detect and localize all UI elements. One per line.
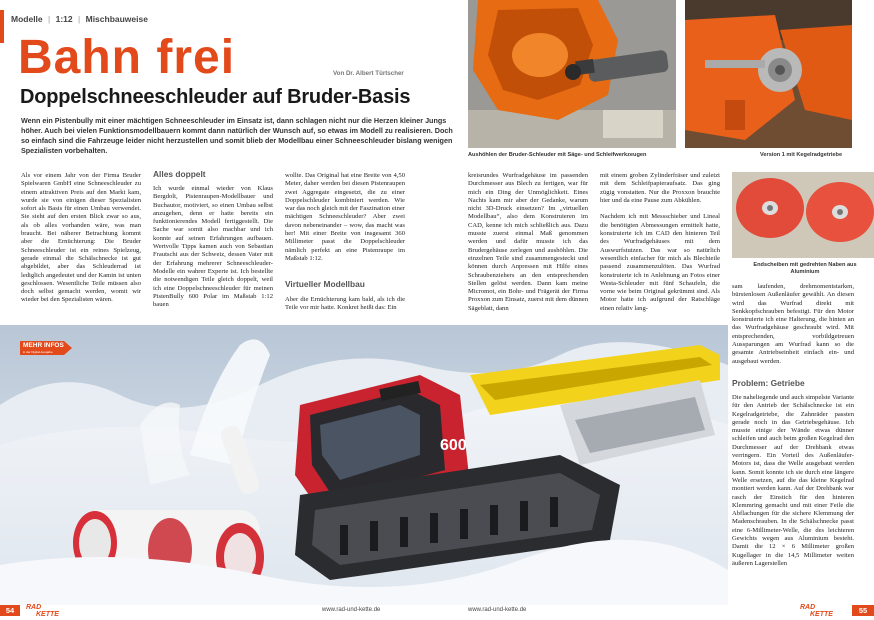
subhead-virtueller-modellbau: Virtueller Modellbau: [285, 279, 365, 289]
logo-right-top: RAD: [800, 604, 816, 611]
footer-url-right[interactable]: www.rad-und-kette.de: [468, 607, 527, 613]
more-info-badge[interactable]: [20, 341, 72, 355]
logo-right: [800, 604, 846, 618]
body-column-6b: Die naheliegende und auch simpelste Variante für den Antrieb der Schälschnecke ist ein Kegelradgetriebe, die Zahnräder passten gerade noch in das Getriebegehäuse. Ich musste einige der Wände etwas dünner schleifen und auch beim großen Kegelrad den Durchmesser auf der Drehbank etwas verringern. Ein Vorteil des Außenläufer-Motors ist, dass die Welle ausgebaut werden kann. Somit konnte ich sie durch eine längere Welle ersetzen, auf die das kleine Kegelrad montiert werden kann. Auf der Drehbank war rasch der Einstich für den hinteren Klemmring gemacht und mit einer Feile die Abflachungen für die sichere Klemmung der Madenschrauben. In die Schälschnecke passt eine 6-Millimeter-Welle, die des leichteren Gewichts wegen aus Aluminium besteht. Damit die 12 × 6 Millimeter großen Kugellager in die 14,5 Millimeter weiten äußeren Lagerstellen: [732, 394, 854, 567]
article-subtitle: Doppelschneeschleuder auf Bruder-Basis: [20, 86, 411, 108]
photo-end-discs-art: [732, 172, 874, 258]
badge-sub: in der Digital-Ausgabe: [23, 349, 53, 354]
intro-paragraph: Wenn ein Pistenbully mit einer mächtigen Schneeschleuder im Einsatz ist, dann schlagen nicht nur die Herzen kleiner Jungs höher. Auch bei vielen Funktionsmodellbauern kommt dann natürlich der Wunsch auf, so etwas im Modell zu realisieren. Doch so einfach sind die Fahrzeuge leider nicht herzustellen und somit blieb der Modellbau einer Schneeschleuder bislang wenigen Spezialisten vorbehalten.: [21, 116, 453, 155]
body-column-4: kreisrundes Wurfradgehäuse im passenden Durchmesser aus Blech zu fertigen, war für mich ein Ding der Unmöglichkeit. Eines Nachts kam mir aber der Gedanke, warum nicht 3D-Druck einsetzen? Im „virtuellen Modellbau“, also dem Konstruieren im CAD, kenne ich mich schließlich aus. Dazu musste zuerst einmal Maß genommen werden und dafür musste ich das Brudergehäuse zerlegen und aushöhlen. Die einzelnen Teile sind zusammengesteckt und können durch Anpressen mit Hilfe eines Schraubenziehers an den entsprechenden Stellen gelöst werden. Dann kam meine Micromot, ein Bohr- und Frägerät der Firma Proxxon zum Einsatz, zuerst mit dem dünnen Sägeblatt, dann: [468, 172, 588, 312]
photo-hollowing-housing: [468, 0, 676, 148]
logo-left-bottom: KETTE: [36, 611, 59, 618]
body-column-1: Als vor einem Jahr von der Firma Bruder Spielwaren GmbH eine Schneeschleuder zu einem attraktiven Preis auf den Markt kam, wurde sie von einigen dieser Spezialisten sofort als Basis für einen Umbau verwendet. Sie sieht auf den ersten Blick zwar so aus, als ob alles vorhanden wäre, was man braucht. Bei näherer Betrachtung kommt aber die Ernüchterung: Die Bruder Schneeschleuder ist ein reines Spielzeug, gerade einmal die Schälschnecke ist gut abgebildet, aber das Schleuderrad ist lediglich angedeutet und der Kamin ist unten geschlossen. Wesentliche Teile müssen also doch selbst gemacht werden, womit wir wieder bei den Spezialisten wären.: [21, 172, 141, 304]
photo-hollowing-housing-art: [468, 0, 676, 148]
header-separator-2: |: [78, 14, 81, 24]
running-header: [11, 14, 148, 24]
badge-label: MEHR INFOS: [23, 342, 64, 349]
page-number-left: 54: [0, 605, 20, 616]
header-scale: 1:12: [55, 14, 73, 24]
header-section: Mischbauweise: [85, 14, 148, 24]
caption-end-discs: Endscheiben mit gedrehten Naben aus Aluminium: [753, 262, 857, 275]
subhead-problem-getriebe: Problem: Getriebe: [732, 378, 805, 388]
header-accent-bar: [0, 10, 4, 43]
body-column-2: Ich wurde einmal wieder von Klaus Bergdolt, Pistenraupen-Modellbauer und Buchautor, motiviert, so einen Umbau selbst anzugehen, denn er hatte bereits ein funktionierendes Modell fertiggestellt. Die Sache war somit also machbar und ich konnte auf seinen Erfahrungen aufbauen. Wertvolle Tipps kamen auch von Sebastian Frautschi aus der Schweiz, dessen Vater mit der Erfahrung mehrerer Schneeschleuder-Modelle ein wahrer Experte ist. Ich bestellte die notwendigen Teile gleich doppelt, weil ich eine Doppelschneeschleuder für meinen PistenBully 600 Polar im Maßstab 1:12 bauen: [153, 185, 273, 309]
author-line: Von Dr. Albert Türtscher: [333, 70, 404, 77]
body-column-3b: Aber die Ernüchterung kam bald, als ich die Teile vor mir hatte. Konkret heißt das: Ein: [285, 296, 405, 312]
logo-left: [26, 604, 72, 618]
page-number-right: 55: [852, 605, 874, 616]
body-column-6a: sam laufenden, drehmomentstarken, bürstenlosen Außenläufer gewählt. An diesen wird das Wurfrad direkt mit Senkkopfschrauben befestigt. Für den Motor konstruierte ich eine Halterung, die hinten an das Wurfradgehäuse geschraubt wird. Mit entsprechenden, vorbildgetreuen Aussparungen am Wurfrad kann so die gesamte Antriebseinheit einfach ein- und ausgebaut werden.: [732, 283, 854, 365]
logo-right-bottom: KETTE: [810, 611, 833, 618]
subhead-alles-doppelt: Alles doppelt: [153, 169, 206, 179]
hero-photo-snow-groomer: [0, 325, 728, 605]
header-separator: |: [48, 14, 51, 24]
body-column-5: mit einem groben Zylinderfräser und zuletzt mit dem Schleifpapieraufsatz. Das ging zügig vonstatten. Nur die Proxxon brauchte hier und da eine Pause zum Abkühlen. Nachdem ich mit Messschieber und Lineal die benötigten Abmessungen ermittelt hatte, konstruierte ich im CAD den hinteren Teil des Wurfradgehäuses mit dem Auswurfstutzen. Das war so natürlich wesentlich einfacher für mich als Blechteile passend zusammenzulöten. Das Wurfrad konstruierte ich in Anlehnung an Fotos einer Westa-Schleuder mit fünf Schaufeln, die vorne wie beim Original gekrümmt sind. Als Motor hatte ich aufgrund der Ratschläge einen relativ lang-: [600, 172, 720, 312]
hero-photo-art: [0, 325, 728, 605]
caption-version-1: Version 1 mit Kegelradgetriebe: [760, 152, 843, 158]
header-category: Modelle: [11, 14, 43, 24]
caption-hollowing: Aushöhlen der Bruder-Schleuder mit Säge- und Schleifwerkzeugen: [468, 152, 647, 158]
photo-version-1: [685, 0, 852, 148]
footer-url-left[interactable]: www.rad-und-kette.de: [322, 607, 381, 613]
groomer-logo-text: 600: [440, 437, 467, 454]
photo-end-discs: [732, 172, 874, 258]
logo-left-top: RAD: [26, 604, 42, 611]
article-title: Bahn frei: [18, 31, 236, 84]
body-column-3a: wollte. Das Original hat eine Breite von 4,50 Meter, daher werden bei diesen Pistenraupen zwei Aggregate eingesetzt, die zu einer Doppelschleuder kombiniert werden. Wie war das noch gleich mit der Faszination einer mächtigen Schneeschleuder? Aber zwei davon nebeneinander – wow, das macht was her! Mit einer Breite von insgesamt 360 Millimeter passt die Doppelschleuder nämlich perfekt an eine Pistenraupe im Maßstab 1:12.: [285, 172, 405, 262]
photo-version-1-art: [685, 0, 852, 148]
